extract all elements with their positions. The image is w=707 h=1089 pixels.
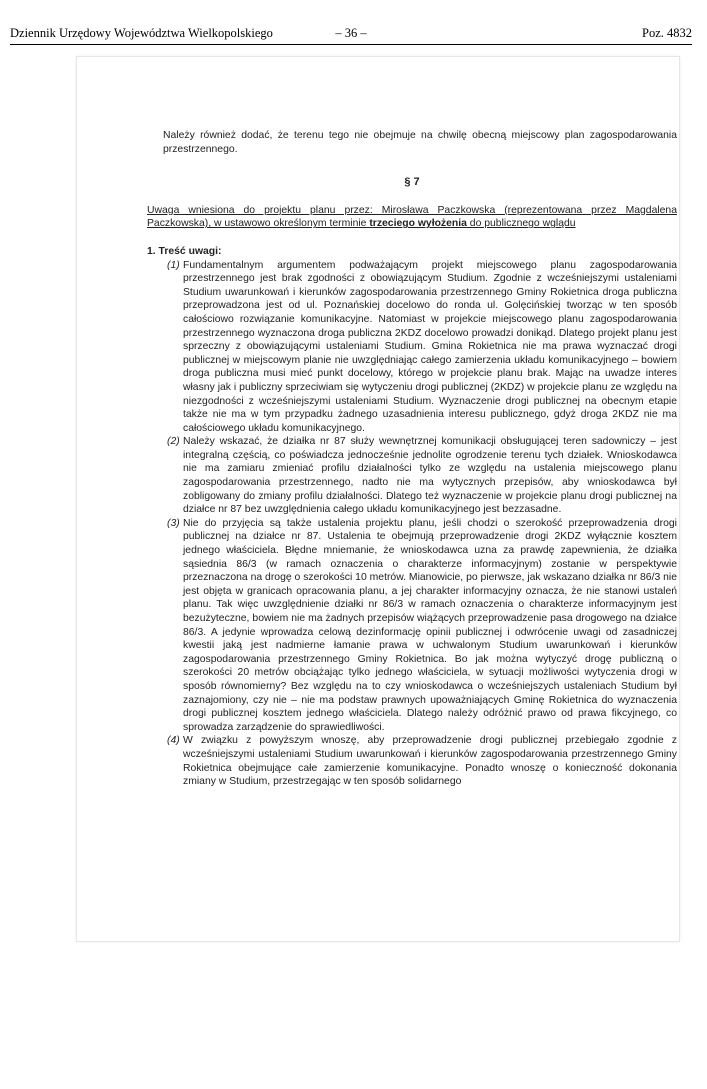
remark-title-bold: trzeciego wyłożenia <box>369 218 467 230</box>
list-item <box>147 517 677 735</box>
list-item <box>147 734 677 788</box>
document-body <box>147 129 677 789</box>
position-number: Poz. 4832 <box>642 26 692 40</box>
item-number: (4) <box>167 735 180 747</box>
intro-paragraph: Należy również dodać, że terenu tego nie obejmuje na chwilę obecną miejscowy plan zagospodarowania przestrzennego. <box>163 130 677 155</box>
remark-title-pre: Uwaga wniesiona do projektu planu przez: Mirosława Paczkowska (reprezentowana przez Magdalena Paczkowska), w ustawowo określonym terminie <box>147 204 677 230</box>
remark-title-post: do publicznego wglądu <box>466 218 576 230</box>
list-item <box>147 435 677 517</box>
remark-title <box>147 204 677 231</box>
section-heading: 1. Treść uwagi: <box>147 245 222 257</box>
paragraph-sign: § 7 <box>404 176 420 189</box>
scanned-page <box>77 57 679 941</box>
page-number: – 36 – <box>335 26 367 40</box>
item-text: Fundamentalnym argumentem podważającym projekt miejscowego planu zagospodarowania przestrzennego jest brak zgodności z obowiązującym Studium. Zgodnie z wcześniejszymi ustaleniami Studium uwarunkowań i kierunków zagospodarowania przestrzennego Gminy Rokietnica droga publiczna przeprowadzona jest od ul. Poznańskiej docelowo do ronda ul. Golęcińskiej tworząc w ten sposób całościowo rozwiązanie komunikacyjne. Natomiast w projekcie miejscowego planu zagospodarowania przestrzennego wyznaczona droga publiczna 2KDZ docelowo prowadzi donikąd. Dlatego projekt planu jest sprzeczny z obowiązującymi ustaleniami Studium. Gmina Rokietnica nie ma prawa wyznaczać drogi publicznej w miejscowym planie nie uwzględniając całego zamierzenia układu komunikacyjnego – bowiem droga publiczna musi mieć punkt docelowy, którego w projekcie planu brak. Mając na uwadze interes własny jak i publiczny sprzeciwiam się wytyczeniu drogi publicznej (2KDZ) w projekcie planu ze względu na niezgodności z wcześniejszymi ustaleniami Studium. Wyznaczenie drogi publicznej na obecnym etapie także nie ma w tym przypadku żadnego uzasadnienia interesu publicznego, gdyż droga 2KDZ nie ma całościowego układu komunikacyjnego. <box>183 259 677 434</box>
item-number: (3) <box>167 517 180 529</box>
item-text: W związku z powyższym wnoszę, aby przeprowadzenie drogi publicznej przebiegało zgodnie z wcześniejszymi ustaleniami Studium uwarunkowań i kierunków zagospodarowania przestrzennego Gminy Rokietnica obejmujące całe zamierzenie komunikacyjne. Ponadto wnoszę o konieczność dokonania zmiany w Studium, przestrzegając w ten sposób solidarnego <box>183 735 677 788</box>
item-number: (1) <box>167 259 180 271</box>
list-item <box>147 259 677 436</box>
item-number: (2) <box>167 436 180 448</box>
item-text: Nie do przyjęcia są także ustalenia projektu planu, jeśli chodzi o szerokość przeprowadzenia drogi publicznej na działce nr 87. Ustalenia te obejmują przeprowadzenie drogi 2KDZ wyłącznie kosztem jednego właściciela. Błędne mniemanie, że wnioskodawca uzna za prawdę zapewnienia, że działka sąsiednia 86/3 (w ramach oznaczenia o charakterze informacyjnym) zostanie w perspektywie przeznaczona na drogę o szerokości 10 metrów. Mianowicie, po pierwsze, jak wskazano działka nr 86/3 nie jest objęta w granicach opracowania planu, a jej charakter informacyjny oznacza, że nie stanowi ustaleń planu. Tak więc uwzględnienie działki nr 86/3 w ramach oznaczenia o charakterze informacyjnym jest bezużyteczne, bowiem nie ma żadnych przepisów wiążących przeprowadzenie pasa drogowego na działce 86/3. A jedynie wprowadza celową dezinformację opinii publicznej i odwrócenie uwagi od zasadniczej kwestii jaką jest nadmierne łamanie prawa w uchwalonym Studium uwarunkowań i kierunków zagospodarowania przestrzennego Gminy Rokietnica. Bo jak można wytyczyć drogę publiczną o szerokości 20 metrów obciążając tylko jednego właściciela, w sytuacji możliwości wytyczenia drogi w sposób równomierny? Bez względu na to czy wnioskodawca o wcześniejszych ustaleniach Studium był zaznajomiony, czy nie – nie ma podstaw prawnych upoważniających Gminę Rokietnica do wyznaczenia drogi publicznej kosztem jednego właściciela. Dlatego należy odróżnić prawo od prawa fikcyjnego, co sprowadza zarządzenie do sprawiedliwości. <box>183 517 677 733</box>
item-text: Należy wskazać, że działka nr 87 służy wewnętrznej komunikacji obsługującej teren sadowniczy – jest integralną częścią, co poświadcza jednocześnie jednolite ogrodzenie terenu tych działek. Wnioskodawca nie ma zamiaru zmieniać profilu działalności tylko ze względu na ustalenia miejscowego planu zagospodarowania przestrzennego, nadto nie ma wytycznych przepisów, aby wnioskodawca był zobligowany do zmiany profilu działalności. Dlatego też wyznaczenie w projekcie planu drogi publicznej na działce nr 87 bez uwzględnienia całego układu komunikacyjnego jest bezzasadne. <box>183 436 677 516</box>
running-header <box>10 26 692 45</box>
journal-title: Dziennik Urzędowy Województwa Wielkopolskiego <box>10 26 273 40</box>
